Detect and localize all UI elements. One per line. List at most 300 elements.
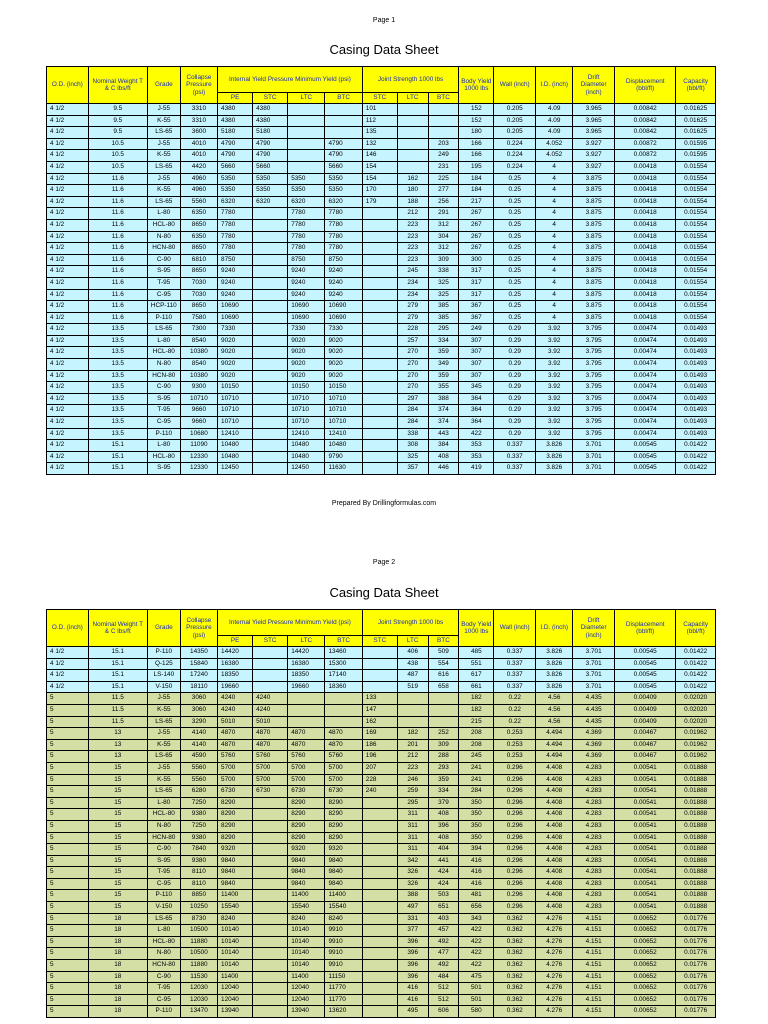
cell-wall: 0.25 [494, 208, 536, 220]
cell-joint-ltc: 245 [397, 266, 428, 278]
cell-iyp-btc: 8290 [325, 820, 362, 832]
cell-iyp-btc: 17140 [325, 670, 362, 682]
cell-id: 4.408 [536, 855, 573, 867]
cell-body-yield: 350 [459, 832, 494, 844]
table-row [47, 878, 716, 890]
cell-od: 4 1/2 [47, 161, 89, 173]
cell-iyp-ltc: 9840 [288, 867, 325, 879]
cell-iyp-pe: 4790 [218, 150, 253, 162]
cell-od: 4 1/2 [47, 463, 89, 475]
cell-od: 4 1/2 [47, 243, 89, 255]
cell-capacity: 0.02020 [676, 693, 716, 705]
cell-od: 4 1/2 [47, 208, 89, 220]
cell-iyp-pe: 9020 [218, 347, 253, 359]
cell-id: 4.276 [536, 994, 573, 1006]
cell-displacement: 0.00541 [615, 867, 676, 879]
cell-body-yield: 307 [459, 359, 494, 371]
table-row [47, 312, 716, 324]
cell-iyp-btc: 10710 [325, 405, 362, 417]
cell-iyp-pe: 9240 [218, 277, 253, 289]
cell-wall: 0.253 [494, 728, 536, 740]
cell-collapse: 14350 [180, 647, 217, 659]
cell-iyp-ltc: 8750 [288, 254, 325, 266]
cell-collapse: 8650 [180, 301, 217, 313]
cell-joint-ltc: 162 [397, 173, 428, 185]
page-2 [0, 512, 768, 1024]
cell-id: 4.408 [536, 786, 573, 798]
cell-iyp-stc [253, 844, 288, 856]
cell-capacity: 0.01888 [676, 762, 716, 774]
cell-iyp-ltc: 14420 [288, 647, 325, 659]
cell-iyp-pe: 8290 [218, 832, 253, 844]
cell-capacity: 0.01493 [676, 382, 716, 394]
cell-collapse: 4140 [180, 739, 217, 751]
cell-id: 4 [536, 243, 573, 255]
cell-capacity: 0.01554 [676, 301, 716, 313]
header-joint-ltc: LTC [397, 636, 428, 647]
cell-collapse: 11880 [180, 960, 217, 972]
cell-iyp-pe: 8240 [218, 913, 253, 925]
table-body [47, 104, 716, 475]
table-row [47, 820, 716, 832]
cell-joint-stc [362, 463, 397, 475]
table-row [47, 150, 716, 162]
cell-joint-ltc: 342 [397, 855, 428, 867]
cell-iyp-stc [253, 936, 288, 948]
cell-joint-ltc: 325 [397, 451, 428, 463]
cell-capacity: 0.01888 [676, 820, 716, 832]
cell-joint-stc [362, 867, 397, 879]
cell-iyp-pe: 12040 [218, 994, 253, 1006]
cell-iyp-stc [253, 658, 288, 670]
cell-weight: 10.5 [88, 138, 147, 150]
cell-joint-ltc: 182 [397, 728, 428, 740]
cell-joint-ltc: 308 [397, 440, 428, 452]
cell-displacement: 0.00418 [615, 185, 676, 197]
cell-iyp-ltc: 10710 [288, 417, 325, 429]
cell-collapse: 3060 [180, 693, 217, 705]
cell-wall: 0.296 [494, 890, 536, 902]
cell-capacity: 0.01554 [676, 173, 716, 185]
cell-body-yield: 307 [459, 347, 494, 359]
table-row [47, 786, 716, 798]
cell-weight: 15 [88, 844, 147, 856]
cell-body-yield: 350 [459, 820, 494, 832]
table-row [47, 844, 716, 856]
cell-drift: 4.283 [573, 762, 615, 774]
cell-joint-btc [428, 115, 459, 127]
cell-drift: 4.283 [573, 902, 615, 914]
cell-displacement: 0.00545 [615, 440, 676, 452]
header-body-yield: Body Yield 1000 lbs [459, 67, 494, 104]
cell-joint-btc: 374 [428, 405, 459, 417]
cell-id: 4.494 [536, 728, 573, 740]
cell-body-yield: 394 [459, 844, 494, 856]
cell-drift: 4.283 [573, 878, 615, 890]
cell-joint-ltc: 331 [397, 913, 428, 925]
cell-iyp-pe: 5700 [218, 762, 253, 774]
cell-joint-stc: 196 [362, 751, 397, 763]
cell-iyp-stc [253, 312, 288, 324]
cell-iyp-stc [253, 797, 288, 809]
cell-wall: 0.253 [494, 751, 536, 763]
cell-iyp-ltc: 9240 [288, 266, 325, 278]
cell-displacement: 0.00652 [615, 948, 676, 960]
cell-capacity: 0.01554 [676, 219, 716, 231]
cell-wall: 0.25 [494, 266, 536, 278]
cell-iyp-btc: 11150 [325, 971, 362, 983]
cell-body-yield: 184 [459, 173, 494, 185]
cell-grade: LS-65 [147, 913, 180, 925]
cell-body-yield: 267 [459, 219, 494, 231]
cell-weight: 15 [88, 878, 147, 890]
cell-iyp-ltc: 8240 [288, 913, 325, 925]
cell-iyp-stc: 6730 [253, 786, 288, 798]
cell-iyp-stc: 4790 [253, 150, 288, 162]
cell-joint-btc: 385 [428, 312, 459, 324]
cell-iyp-btc: 9020 [325, 335, 362, 347]
cell-grade: S-95 [147, 266, 180, 278]
cell-iyp-ltc: 9320 [288, 844, 325, 856]
cell-joint-btc: 424 [428, 878, 459, 890]
cell-wall: 0.29 [494, 417, 536, 429]
cell-iyp-ltc: 9020 [288, 359, 325, 371]
table-row [47, 127, 716, 139]
cell-collapse: 4420 [180, 161, 217, 173]
cell-drift: 3.875 [573, 301, 615, 313]
cell-id: 3.826 [536, 681, 573, 693]
table-row [47, 994, 716, 1006]
cell-iyp-ltc: 4870 [288, 739, 325, 751]
cell-weight: 11.6 [88, 266, 147, 278]
cell-weight: 9.5 [88, 127, 147, 139]
cell-iyp-stc: 4240 [253, 693, 288, 705]
cell-joint-ltc [397, 127, 428, 139]
cell-capacity: 0.01962 [676, 739, 716, 751]
cell-grade: LS-65 [147, 161, 180, 173]
table-row [47, 739, 716, 751]
cell-id: 3.92 [536, 382, 573, 394]
cell-drift: 3.701 [573, 647, 615, 659]
cell-displacement: 0.00418 [615, 301, 676, 313]
cell-joint-ltc: 188 [397, 196, 428, 208]
cell-drift: 3.875 [573, 277, 615, 289]
cell-iyp-stc [253, 440, 288, 452]
cell-body-yield: 215 [459, 716, 494, 728]
cell-iyp-btc: 9020 [325, 347, 362, 359]
cell-displacement: 0.00418 [615, 208, 676, 220]
cell-iyp-ltc [288, 704, 325, 716]
cell-iyp-pe: 8290 [218, 820, 253, 832]
cell-joint-btc: 658 [428, 681, 459, 693]
cell-joint-btc: 295 [428, 324, 459, 336]
casing-table [46, 66, 716, 475]
cell-displacement: 0.00418 [615, 243, 676, 255]
cell-id: 3.92 [536, 370, 573, 382]
cell-iyp-ltc: 10140 [288, 948, 325, 960]
cell-collapse: 6280 [180, 786, 217, 798]
cell-joint-btc: 249 [428, 150, 459, 162]
cell-joint-ltc: 259 [397, 786, 428, 798]
cell-collapse: 8110 [180, 878, 217, 890]
cell-joint-ltc: 396 [397, 948, 428, 960]
table-row [47, 231, 716, 243]
cell-displacement: 0.00474 [615, 417, 676, 429]
table-row [47, 370, 716, 382]
cell-capacity: 0.02020 [676, 716, 716, 728]
cell-body-yield: 152 [459, 104, 494, 116]
cell-joint-btc: 396 [428, 820, 459, 832]
page-number: Page 1 [372, 17, 396, 24]
cell-displacement: 0.00545 [615, 451, 676, 463]
table-row [47, 347, 716, 359]
cell-drift: 4.283 [573, 867, 615, 879]
cell-od: 5 [47, 948, 89, 960]
cell-iyp-btc: 7780 [325, 231, 362, 243]
cell-weight: 18 [88, 960, 147, 972]
cell-wall: 0.337 [494, 681, 536, 693]
header-joint-ltc: LTC [397, 93, 428, 104]
cell-wall: 0.29 [494, 393, 536, 405]
cell-collapse: 3310 [180, 115, 217, 127]
cell-capacity: 0.01493 [676, 347, 716, 359]
table-row [47, 809, 716, 821]
cell-iyp-pe: 8290 [218, 797, 253, 809]
cell-weight: 13.5 [88, 370, 147, 382]
cell-od: 4 1/2 [47, 173, 89, 185]
cell-drift: 3.965 [573, 127, 615, 139]
cell-iyp-stc [253, 301, 288, 313]
cell-collapse: 13470 [180, 1006, 217, 1018]
header-joint-btc: BTC [428, 636, 459, 647]
header-iyp: Internal Yield Pressure Minimum Yield (psi) [218, 610, 363, 636]
cell-iyp-stc [253, 266, 288, 278]
cell-collapse: 8650 [180, 243, 217, 255]
cell-joint-ltc: 284 [397, 405, 428, 417]
cell-joint-stc [362, 948, 397, 960]
cell-wall: 0.296 [494, 855, 536, 867]
table-row [47, 704, 716, 716]
cell-collapse: 3600 [180, 127, 217, 139]
cell-joint-btc: 424 [428, 867, 459, 879]
cell-collapse: 6810 [180, 254, 217, 266]
cell-weight: 18 [88, 936, 147, 948]
cell-joint-btc: 616 [428, 670, 459, 682]
cell-iyp-pe: 7330 [218, 324, 253, 336]
table-row [47, 925, 716, 937]
cell-weight: 15 [88, 774, 147, 786]
cell-od: 5 [47, 774, 89, 786]
cell-iyp-btc: 8290 [325, 797, 362, 809]
cell-od: 5 [47, 1006, 89, 1018]
cell-wall: 0.25 [494, 196, 536, 208]
cell-id: 4.56 [536, 716, 573, 728]
cell-displacement: 0.00545 [615, 463, 676, 475]
cell-iyp-pe: 9020 [218, 359, 253, 371]
header-drift: Drift Diameter (inch) [573, 610, 615, 647]
cell-joint-btc: 492 [428, 936, 459, 948]
table-row [47, 681, 716, 693]
cell-drift: 4.151 [573, 960, 615, 972]
cell-wall: 0.25 [494, 301, 536, 313]
table-row [47, 428, 716, 440]
cell-capacity: 0.01962 [676, 751, 716, 763]
cell-capacity: 0.01962 [676, 728, 716, 740]
cell-wall: 0.296 [494, 797, 536, 809]
cell-body-yield: 195 [459, 161, 494, 173]
cell-capacity: 0.01554 [676, 243, 716, 255]
cell-collapse: 5560 [180, 196, 217, 208]
cell-body-yield: 317 [459, 277, 494, 289]
cell-joint-btc: 441 [428, 855, 459, 867]
header-btc: BTC [325, 93, 362, 104]
cell-iyp-btc: 9910 [325, 948, 362, 960]
cell-iyp-ltc: 7780 [288, 219, 325, 231]
cell-iyp-stc [253, 324, 288, 336]
header-pe: PE [218, 93, 253, 104]
cell-joint-ltc: 223 [397, 254, 428, 266]
table-row [47, 266, 716, 278]
cell-iyp-pe: 4240 [218, 704, 253, 716]
cell-collapse: 10500 [180, 948, 217, 960]
table-row [47, 948, 716, 960]
cell-od: 5 [47, 994, 89, 1006]
cell-joint-stc [362, 335, 397, 347]
cell-iyp-pe: 4790 [218, 138, 253, 150]
cell-weight: 11.5 [88, 716, 147, 728]
header-row [47, 67, 716, 93]
table-row [47, 855, 716, 867]
cell-body-yield: 501 [459, 994, 494, 1006]
cell-grade: C-90 [147, 254, 180, 266]
cell-weight: 13.5 [88, 405, 147, 417]
cell-grade: HCP-110 [147, 301, 180, 313]
cell-weight: 15 [88, 786, 147, 798]
cell-capacity: 0.01776 [676, 994, 716, 1006]
cell-iyp-stc [253, 1006, 288, 1018]
cell-od: 4 1/2 [47, 196, 89, 208]
cell-iyp-btc: 7780 [325, 219, 362, 231]
cell-joint-btc: 349 [428, 359, 459, 371]
cell-body-yield: 364 [459, 393, 494, 405]
cell-displacement: 0.00541 [615, 878, 676, 890]
cell-collapse: 11530 [180, 971, 217, 983]
cell-iyp-btc: 6320 [325, 196, 362, 208]
cell-iyp-pe: 7780 [218, 243, 253, 255]
cell-displacement: 0.00652 [615, 1006, 676, 1018]
cell-od: 5 [47, 832, 89, 844]
cell-joint-ltc: 223 [397, 243, 428, 255]
cell-collapse: 8850 [180, 890, 217, 902]
cell-weight: 15.1 [88, 681, 147, 693]
cell-wall: 0.296 [494, 878, 536, 890]
cell-grade: LS-65 [147, 751, 180, 763]
cell-joint-stc [362, 658, 397, 670]
cell-joint-ltc: 270 [397, 370, 428, 382]
cell-grade: V-150 [147, 902, 180, 914]
cell-grade: T-95 [147, 405, 180, 417]
cell-collapse: 9380 [180, 809, 217, 821]
cell-joint-btc: 293 [428, 762, 459, 774]
cell-joint-btc: 225 [428, 173, 459, 185]
cell-grade: HCN-80 [147, 832, 180, 844]
cell-body-yield: 353 [459, 440, 494, 452]
cell-grade: LS-65 [147, 324, 180, 336]
cell-displacement: 0.00652 [615, 983, 676, 995]
cell-wall: 0.296 [494, 867, 536, 879]
cell-iyp-btc: 9240 [325, 289, 362, 301]
cell-joint-stc [362, 844, 397, 856]
cell-iyp-stc [253, 417, 288, 429]
cell-displacement: 0.00474 [615, 370, 676, 382]
cell-capacity: 0.01888 [676, 878, 716, 890]
cell-joint-stc: 112 [362, 115, 397, 127]
cell-joint-stc [362, 359, 397, 371]
cell-joint-btc: 309 [428, 254, 459, 266]
cell-collapse: 7030 [180, 289, 217, 301]
header-stc: STC [253, 636, 288, 647]
cell-iyp-stc [253, 359, 288, 371]
cell-grade: J-55 [147, 173, 180, 185]
cell-iyp-ltc: 5760 [288, 751, 325, 763]
cell-drift: 3.875 [573, 231, 615, 243]
cell-drift: 4.283 [573, 855, 615, 867]
cell-joint-btc: 325 [428, 289, 459, 301]
cell-joint-stc [362, 451, 397, 463]
cell-wall: 0.29 [494, 359, 536, 371]
cell-drift: 4.283 [573, 809, 615, 821]
cell-iyp-ltc: 6730 [288, 786, 325, 798]
cell-wall: 0.253 [494, 739, 536, 751]
cell-id: 4.408 [536, 878, 573, 890]
cell-drift: 4.151 [573, 948, 615, 960]
cell-grade: K-55 [147, 739, 180, 751]
cell-weight: 11.6 [88, 289, 147, 301]
cell-grade: C-95 [147, 417, 180, 429]
cell-joint-ltc: 311 [397, 832, 428, 844]
cell-id: 4.276 [536, 936, 573, 948]
cell-od: 5 [47, 960, 89, 972]
cell-joint-ltc: 495 [397, 1006, 428, 1018]
cell-joint-btc: 509 [428, 647, 459, 659]
table-row [47, 208, 716, 220]
cell-wall: 0.29 [494, 335, 536, 347]
cell-displacement: 0.00541 [615, 890, 676, 902]
cell-iyp-ltc: 19660 [288, 681, 325, 693]
cell-capacity: 0.01776 [676, 960, 716, 972]
cell-capacity: 0.01493 [676, 335, 716, 347]
cell-drift: 4.283 [573, 844, 615, 856]
cell-iyp-stc: 5760 [253, 751, 288, 763]
cell-collapse: 3310 [180, 104, 217, 116]
cell-displacement: 0.00541 [615, 855, 676, 867]
cell-weight: 18 [88, 913, 147, 925]
cell-id: 4.408 [536, 867, 573, 879]
cell-capacity: 0.01776 [676, 936, 716, 948]
cell-iyp-ltc: 8290 [288, 820, 325, 832]
cell-weight: 18 [88, 948, 147, 960]
cell-iyp-ltc: 8290 [288, 809, 325, 821]
cell-joint-btc: 359 [428, 774, 459, 786]
cell-iyp-stc [253, 994, 288, 1006]
cell-id: 3.92 [536, 393, 573, 405]
cell-joint-ltc: 311 [397, 844, 428, 856]
cell-grade: J-55 [147, 728, 180, 740]
cell-weight: 10.5 [88, 150, 147, 162]
cell-weight: 11.6 [88, 312, 147, 324]
cell-id: 4 [536, 266, 573, 278]
cell-displacement: 0.00467 [615, 728, 676, 740]
